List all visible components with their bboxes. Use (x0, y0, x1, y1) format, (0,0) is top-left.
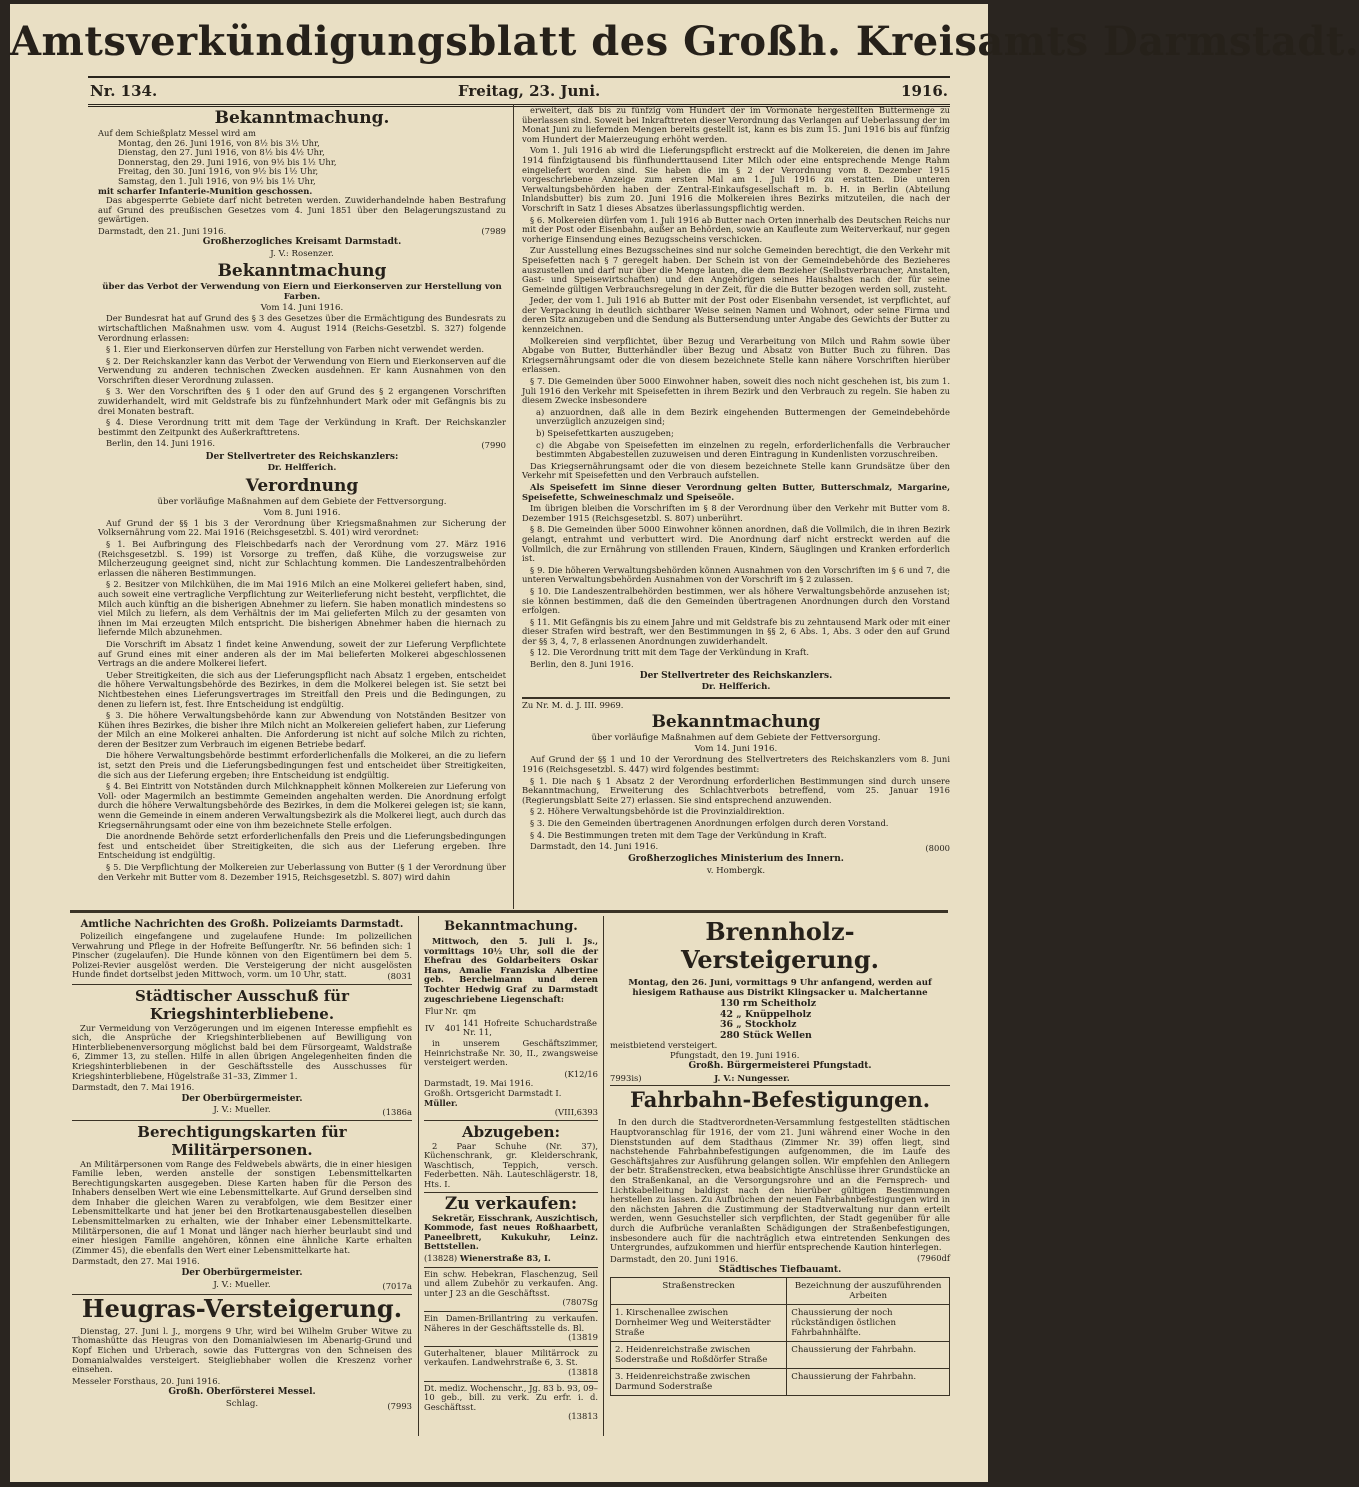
firewood-footer (610, 1074, 950, 1084)
column-divider (513, 104, 514, 909)
ad-number: (13813 (568, 1411, 598, 1422)
notice3-paragraph: § 3. Die höhere Verwaltungsbehörde kann zur Abwendung von Notständen Besitzer von Kühen ihres Bezirkes, die bisher ihre Milch nicht an Molkereien geliefert haben, zur Lieferung der Milch an eine Molkerei anhalten. Die Anforderung ist nicht auf solche Milch zu richten, deren der Besitzer zum Verbrauch im eigenen Betriebe bedarf. (98, 710, 506, 749)
firewood-text: meistbietend versteigert. (610, 1040, 718, 1050)
notice2-heading: Bekanntmachung (217, 261, 387, 282)
road-heading: Fahrbahn-Befestigungen. (610, 1085, 950, 1114)
notice3-paragraph: Ueber Streitigkeiten, die sich aus der Lieferungspflicht nach Absatz 1 ergeben, entscheidet die höhere Verwaltungsbehörde des Bezirkes, in dem die Molkerei belegen ist. Sie setzt bei Nichtbestehen eines Lieferungsvertrages im Streitfall den Preis und die Bedingungen, zu denen zu liefern ist, fest. Ihre Entscheidung ist endgültig. (98, 669, 506, 709)
right-paragraph: § 10. Die Landeszentralbehörden bestimmen, wer als höhere Verwaltungsbehörde anzusehen ist; sie können bestimmen, daß die den Gemeinden übertragenen Anordnungen durch den Vorstand erfolgen. (522, 585, 950, 616)
right-paragraph: Molkereien sind verpflichtet, über Bezug und Verarbeitung von Milch und Rahm sowie über Abgabe von Butter, Butterhändler über Bezug und Absatz von Butter Buch zu führen. Das Kriegsernährungsamt oder die von diesem bezeichnete Stelle kann nähere Vorschriften hierüber erlassen. (522, 335, 950, 375)
newspaper-page (10, 4, 1359, 1482)
firewood-item: 280 Stück Wellen (720, 1029, 812, 1041)
right-paragraph: § 7. Die Gemeinden über 5000 Einwohner haben, soweit dies noch nicht geschehen ist, bis zum 1. Juli 1916 den Verkehr mit Speisefetten in ihrem Bezirk und den Verbrauch zu regeln. Sie haben zu diesem Zwecke insbesondere (522, 376, 950, 406)
notice3-paragraph: Auf Grund der §§ 1 bis 3 der Verordnung über Kriegsmaßnahmen zur Sicherung der Volksernährung vom 22. Mai 1916 (Reichsgesetzbl. S. 401) wird verordnet: (98, 517, 506, 538)
auction-number: (VIII,6393 (554, 1107, 598, 1118)
committee-date: Darmstadt, den 7. Mai 1916. (72, 1082, 195, 1093)
right-paragraph: c) die Abgabe von Speisefetten im einzelnen zu regeln, erforderlichenfalls die Verbraucher bestimmten Abgabestellen zuzuweisen und deren Eintragung in Kundenlisten vorzuschreiben. (536, 439, 950, 460)
notice-heading: Bekanntmachung (651, 712, 821, 733)
right-signature: Der Stellvertreter des Reichskanzlers. (639, 670, 833, 681)
right-paragraph: Das Kriegsernährungsamt oder die von diesem bezeichnete Stelle kann Grundsätze über den Verkehr mit Speisefetten und den Verbrauch aufstellen. (522, 460, 950, 481)
giveaway-text: 2 Paar Schuhe (Nr. 37), Küchenschrank, gr. Kleiderschrank, Waschtisch, Teppich, versch. Federbetten. Näh. Lauteschlägerstr. 18, Hts. I. (424, 1140, 598, 1190)
right-paragraph: § 9. Die höheren Verwaltungsbehörden können Ausnahmen von den Vorschriften im § 6 und 7, die unteren Verwaltungsbehörden Ausnahmen von der Vorschrift im § 2 zulassen. (522, 564, 950, 585)
military-signature: Der Oberbürgermeister. (181, 1268, 303, 1279)
road-date: Darmstadt, den 20. Juni 1916. (610, 1253, 739, 1264)
right-paragraph: Vom 1. Juli 1916 ab wird die Lieferungspflicht erstreckt auf die Molkereien, die denen im Jahre 1914 fünfzigtausend bis fünfhunderttausend Liter Milch oder eine entsprechende Menge Rahm eingeliefert worden sind. Sie haben die im § 2 der Verordnung vom 8. Dezember 1915 vorgeschriebene Anzeige zum ersten Mal am 1. Juli 1916 zu erstatten. Die unteren Verwaltungsbehörden haben der Zentral-Einkaufsgesellschaft m. b. H. in Berlin (Abteilung Inlandsbutter) bis zum 20. Juni 1916 die Molkereien ihres Bezirks mitzuteilen, die nach der Vorschrift in Satz 1 dieses Absatzes überlassungspflichtig werden. (522, 145, 950, 213)
auction-text: in unserem Geschäftszimmer, Heinrichstraße Nr. 30, II., zwangsweise versteigert werden. (424, 1037, 598, 1068)
issue-year: 1916. (901, 82, 948, 100)
classified-ad (424, 1267, 598, 1308)
road-table-cell: Chaussierung der noch rückständigen östlichen Fahrbahnhälfte. (787, 1305, 950, 1342)
notice-paragraph: Darmstadt, den 14. Juni 1916. (530, 841, 659, 852)
notice-paragraph: § 4. Die Bestimmungen treten mit dem Tage der Verkündung in Kraft. (530, 829, 827, 840)
police-text: Polizeilich eingefangene und zugelaufene Hunde: Im polizeilichen Verwahrung und Pflege in der Hofreite Beſſungerſtr. Nr. 56 befinden sich: 1 Pinscher (zugelaufen). Die Hunde können von den Eigentümern bei dem 5. Polizei-Revier ausgelöst werden. Die Versteigerung der nicht ausgelösten Hunde findet dortselbst jeden Mittwoch, vorm. um 10 Uhr, statt. (72, 931, 412, 980)
for-sale-number: (13828) (424, 1253, 458, 1264)
notice1-line: Montag, den 26. Juni 1916, von 8½ bis 3½ Uhr, (118, 137, 320, 148)
parcel-cell: 401 (444, 1022, 461, 1033)
notice1-date: Darmstadt, den 21. Juni 1916. (98, 225, 227, 236)
committee-number: (1386a (382, 1106, 412, 1117)
date-bar (88, 76, 950, 107)
notice2-signer: Dr. Helfferich. (267, 463, 337, 474)
right-signer: Dr. Helfferich. (701, 682, 771, 693)
road-table-cell: 2. Heidenreichstraße zwischen Soderstraße und Roßdörfer Straße (611, 1342, 787, 1369)
parcel-header: Nr. (444, 1006, 458, 1017)
classified-ad (424, 1346, 598, 1378)
committee-signer: J. V.: Mueller. (213, 1105, 271, 1116)
for-sale-heading: Zu verkaufen: (424, 1192, 598, 1213)
road-table (610, 1277, 950, 1396)
notice-signature: Großherzogliches Ministerium des Innern. (628, 854, 844, 865)
left-column (98, 106, 506, 906)
auction-signature: Großh. Ortsgericht Darmstadt I. (424, 1087, 562, 1098)
notice1-line: mit scharfer Infanterie-Munition geschossen. (98, 185, 313, 196)
ad-text: Ein Damen-Brillantring zu verkaufen. Näheres in der Geschäftsstelle ds. Bl. (424, 1313, 598, 1333)
ad-number: (13818 (568, 1366, 598, 1377)
right-column (522, 106, 950, 906)
parcel-header: qm (462, 1006, 477, 1017)
firewood-heading: Brennholz-Versteigerung. (680, 917, 880, 974)
right-paragraph: Als Speisefett im Sinne dieser Verordnung gelten Butter, Butterschmalz, Margarine, Speisefette, Schweineschmalz und Speiseöle. (522, 481, 950, 502)
notice2-date: Vom 14. Juni 1916. (260, 303, 344, 314)
lower-column-2 (424, 916, 598, 1436)
notice-paragraph: Auf Grund der §§ 1 und 10 der Verordnung des Stellvertreters des Reichskanzlers vom 8. Juni 1916 (Reichsgesetzbl. S. 447) wird folgendes bestimmt: (522, 754, 950, 775)
committee-heading: Städtischer Ausschuß für Kriegshinterbliebene. (72, 984, 412, 1023)
issue-date: Freitag, 23. Juni. (458, 82, 601, 100)
firewood-item: 36 „ Stockholz (720, 1019, 797, 1030)
parcel-cell: 141 Hofreite Schuchardstraße Nr. 11, (462, 1017, 597, 1038)
hay-auction-date: Messeler Forsthaus, 20. Juni 1916. (72, 1375, 221, 1386)
military-date: Darmstadt, den 27. Mai 1916. (72, 1256, 200, 1267)
notice-subtitle: über vorläufige Maßnahmen auf dem Gebiete der Fettversorgung. (591, 733, 881, 744)
right-paragraph: a) anzuordnen, daß alle in dem Bezirk eingehenden Buttermengen der Gemeindebehörde unverzüglich anzuzeigen sind; (536, 406, 950, 427)
giveaway-heading: Abzugeben: (424, 1120, 598, 1141)
classified-ad (424, 1381, 598, 1422)
military-signer: J. V.: Mueller. (213, 1279, 271, 1290)
notice3-paragraph: § 5. Die Verpflichtung der Molkereien zur Ueberlassung von Butter (§ 1 der Verordnung über den Verkehr mit Butter vom 8. Dezember 1915, Reichsgesetzbl. S. 807) wird dahin (98, 862, 506, 882)
notice3-subtitle: über vorläufige Maßnahmen auf dem Gebiete der Fettversorgung. (157, 496, 447, 507)
ad-number: (13819 (568, 1332, 598, 1343)
notice1-line: Donnerstag, den 29. Juni 1916, von 9½ bis 1½ Uhr, (118, 156, 337, 167)
notice2-paragraph: § 1. Eier und Eierkonserven dürfen zur Herstellung von Farben nicht verwendet werden. (106, 344, 485, 355)
right-paragraph: Berlin, den 8. Juni 1916. (530, 659, 634, 670)
right-paragraph: b) Speisefettkarten auszugeben; (536, 428, 674, 438)
road-table-cell: Chaussierung der Fahrbahn. (787, 1369, 950, 1396)
road-table-cell: Chaussierung der Fahrbahn. (787, 1342, 950, 1369)
military-text: An Militärpersonen vom Range des Feldwebels abwärts, die in einer hiesigen Familie leben, werden anstelle der sonstigen Lebensmittelkarten Berechtigungskarten ausgegeben. Diese Karten haben für die Person des Inhabers denselben Wert wie eine Lebensmittelkarte. Auf Grund derselben sind dem Inhaber die gleichen Waren zu verabfolgen, wie dem Besitzer einer Lebensmittelkarte und hat jener bei den Brotkartenausgabestellen dieselben Lebensmittelmarken zu erhalten, wie der Inhaber einer Lebensmittelkarte. Militärpersonen, die auf 1 Monat und länger nach hierher beurlaubt sind und einer hiesigen Familie angehören, können eine ähnliche Karte erhalten (Zimmer 45), die ebenfalls den Wert einer Lebensmittelkarte hat. (72, 1158, 412, 1255)
classified-ad (424, 1311, 598, 1343)
notice1-heading: Bekanntmachung. (214, 108, 390, 128)
auction-date: Darmstadt, 19. Mai 1916. (424, 1078, 534, 1089)
road-text: In den durch die Stadtverordneten-Versammlung festgestellten städtischen Hauptvoranschlag für 1916, der vom 21. Juni während einer Woche in den Dienststunden auf dem Stadthaus (Zimmer Nr. 39) offen liegt, sind nachstehende Fahrbahnbefestigungen aufgenommen, die im Laufe des Geschäftsjahres zur Ausführung gelangen sollen. Wir empfehlen den Anliegern der betr. Straßenstrecken, etwa beabsichtigte Anschlüsse ihrer Grundstücke an den Straßenkanal, an die Versorgungsrohre und an die Fernsprech- und Lichtkabelleitung baldigst nach den hierüber gültigen Bestimmungen herstellen zu lassen. Zu Aufbrüchen der neuen Fahrbahnbefestigungen wird in den nächsten Jahren die Zustimmung der Stadtverwaltung nur dann erteilt werden, wenn Gesuchsteller sich verpflichten, der Stadt gegenüber für alle durch die Aufbrüche veranlaßten Schädigungen der Straßenbefestigungen, insbesondere auch für die nachträglich etwa eintretenden Senkungen des Untergrundes, aufzukommen und hierfür entsprechende Kaution hinterlegen. (610, 1117, 950, 1253)
notice2-signature: Der Stellvertreter des Reichskanzlers: (205, 451, 399, 462)
notice1-line: Samstag, den 1. Juli 1916, von 9½ bis 1½ Uhr, (118, 175, 316, 186)
road-signature: Städtisches Tiefbauamt. (718, 1264, 842, 1275)
notice3-paragraph: § 2. Besitzer von Milchkühen, die im Mai 1916 Milch an eine Molkerei geliefert haben, sind, auch soweit eine vertragliche Verpflichtung zur Weiterlieferung nicht besteht, verpflichtet, die Milch auch künftig an die bisherigen Abnehmer zu liefern. Sie haben monatlich mindestens so viel Milch zu liefern, als dem Verhältnis der im Mai gelieferten Milch zu der gesamten von ihnen im Mai erzeugten Milch entspricht. Die bisherigen Abnehmer haben die hiernach zu liefernde Milch abzunehmen. (98, 579, 506, 638)
road-table-header: Bezeichnung der auszuführenden Arbeiten (787, 1278, 950, 1305)
notice3-paragraph: Die höhere Verwaltungsbehörde bestimmt erforderlichenfalls die Molkerei, an die zu liefern ist, setzt den Preis und die Lieferungsbedingungen fest und entscheidet über Streitigkeiten, die sich aus der Lieferung ergeben; ihre Entscheidung ist endgültig. (98, 750, 506, 780)
firewood-date: Pfungstadt, den 19. Juni 1916. (670, 1049, 800, 1060)
notice1-number: (7989 (481, 225, 506, 236)
hay-auction-text: Dienstag, 27. Juni l. J., morgens 9 Uhr, wird bei Wilhelm Gruber Witwe zu Thomashütte das Heugras von den Domanialwiesen im Abenarig-Grund und Kopf Eichen und Urberach, sowie das Futtergras von den Schneisen des Domanialwaldes versteigert. Steigliebhaber wollen die Kreszenz vorher einsehen. (72, 1325, 412, 1375)
for-sale-address: Wienerstraße 83, I. (459, 1253, 551, 1264)
masthead-title: Amtsverkündigungsblatt des Großh. Kreisamts Darmstadt. (10, 18, 1359, 65)
right-paragraph: erweitert, daß bis zu fünfzig vom Hundert der im Vormonate hergestellten Buttermenge zu überlassen sind. Soweit bei Inkrafttreten dieser Verordnung das Verlangen auf Ueberlassung der im Monat Juni zu liefernden Mengen bereits gestellt ist, kann es bis zum 15. Juni 1916 bis auf fünfzig vom Hundert der Maierzeugung erhöht werden. (522, 105, 950, 144)
notice1-line: Freitag, den 30. Juni 1916, von 9½ bis 1½ Uhr, (118, 166, 319, 177)
auction-ref: (K12/16 (564, 1068, 598, 1079)
notice1-line: Das abgesperrte Gebiete darf nicht betreten werden. Zuwiderhandelnde haben Bestrafung auf Grund des preußischen Gesetzes vom 4. Juni 1851 über den Belagerungszustand zu gewärtigen. (98, 195, 506, 225)
parcel-cell: IV (425, 1022, 435, 1033)
notice2-paragraph: § 3. Wer den Vorschriften des § 1 oder den auf Grund des § 2 ergangenen Vorschriften zuwiderhandelt, wird mit Geldstrafe bis zu fünfzehnhundert Mark oder mit Gefängnis bis zu drei Monaten bestraft. (98, 386, 506, 416)
notice-ref: Zu Nr. M. d. J. III. 9969. (522, 699, 624, 710)
right-paragraph: § 12. Die Verordnung tritt mit dem Tage der Verkündung in Kraft. (530, 647, 809, 658)
notice-signer: v. Hombergk. (706, 865, 766, 876)
notice3-paragraph: Die anordnende Behörde setzt erforderlichenfalls den Preis und die Lieferungsbedingungen fest und entscheidet über Streitigkeiten, die sich aus der Lieferung ergeben. Ihre Entscheidung ist endgültig. (98, 831, 506, 861)
notice2-subtitle: über das Verbot der Verwendung von Eiern und Eierkonserven zur Herstellung von Farben. (102, 282, 502, 303)
notice3-paragraph: § 1. Bei Aufbringung des Fleischbedarfs nach der Verordnung vom 27. März 1916 (Reichsgesetzbl. S. 199) ist Vorsorge zu treffen, daß Kühe, die vorzugsweise zur Milcherzeugung geeignet sind, nicht zur Schlachtung kommen. Die Landeszentralbehörden erlassen die näheren Bestimmungen. (98, 539, 506, 578)
lower-column-1 (72, 916, 412, 1436)
ad-text: Ein schw. Hebekran, Flaschenzug, Seil und allem Zubehör zu verkaufen. Ang. unter J 23 an die Geschäftsst. (424, 1268, 598, 1298)
firewood-subtitle: Montag, den 26. Juni, vormittags 9 Uhr anfangend, werden auf hiesigem Rathause aus Distrikt Klingsacker u. Malchertanne (628, 978, 932, 998)
notice2-paragraph: Der Bundesrat hat auf Grund des § 3 des Gesetzes über die Ermächtigung des Bundesrats zu wirtschaftlichen Maßnahmen usw. vom 4. August 1914 (Reichs-Gesetzbl. S. 327) folgende Verordnung erlassen: (98, 313, 506, 343)
notice-paragraph: § 1. Die nach § 1 Absatz 2 der Verordnung erforderlichen Bestimmungen sind durch unsere Bekanntmachung, Erweiterung des Schlachtverbots betreffend, vom 25. Januar 1916 (Regierungsblatt Seite 27) erlassen. Sie sind entsprechend anzuwenden. (522, 775, 950, 805)
hay-auction-heading: Heugras-Versteigerung. (72, 1294, 412, 1323)
auction-text: Mittwoch, den 5. Juli l. Js., vormittags 10½ Uhr, soll die der Ehefrau des Goldarbeiters Oskar Hans, Amalie Franziska Albertine geb. Berchelmann und deren Tochter Hedwig Graf zu Darmstadt zugeschriebene Liegenschaft: (424, 936, 598, 1004)
divider (522, 697, 950, 699)
section-divider (70, 910, 948, 913)
police-heading: Amtliche Nachrichten des Großh. Polizeiamts Darmstadt. (80, 919, 404, 930)
notice-number: (8000 (925, 842, 950, 853)
notice2-paragraph: § 2. Der Reichskanzler kann das Verbot der Verwendung von Eiern und Eierkonserven auf die Verwendung zu anderen technischen Zwecken ausdehnen. Er kann Ausnahmen von den Vorschriften dieser Verordnung zulassen. (98, 355, 506, 385)
auction-signer: Müller. (424, 1097, 458, 1108)
firewood-item: 42 „ Knüppelholz (720, 1008, 812, 1020)
notice2-number: (7990 (481, 440, 506, 451)
column-divider (418, 916, 419, 1436)
right-paragraph: § 11. Mit Gefängnis bis zu einem Jahre und mit Geldstrafe bis zu zehntausend Mark oder mit einer dieser Strafen wird bestraft, wer den Bestimmungen in §§ 2, 6 Abs. 1, Abs. 3 oder den auf Grund der §§ 3, 4, 7, 8 erlassenen Anordnungen zuwiderhandelt. (522, 616, 950, 646)
right-paragraph: § 8. Die Gemeinden über 5000 Einwohner können anordnen, daß die Vollmilch, die in ihren Bezirk gelangt, entrahmt und verbuttert wird. Die Anordnung darf nicht erstreckt werden auf die Vollmilch, die zur Ernährung von stillenden Frauen, Kindern, Säuglingen und Kranken erforderlich ist. (522, 524, 950, 564)
for-sale-text: Sekretär, Eisschrank, Auszichtisch, Kommode, fast neues Roßhaarbett, Paneelbrett, Kukukuhr, Leinz. Bettstellen. (424, 1212, 598, 1252)
firewood-signature: Großh. Bürgermeisterei Pfungstadt. (688, 1061, 872, 1072)
firewood-number: 7993is) (610, 1072, 642, 1083)
lower-column-3 (610, 916, 950, 1436)
ad-text: Dt. mediz. Wochenschr., Jg. 83 b. 93, 09–10 geb., bill. zu verk. Zu erfr. i. d. Geschäftsst. (424, 1382, 598, 1412)
hay-auction-number: (7993 (387, 1400, 412, 1411)
notice1-signer: J. V.: Rosenzer. (270, 248, 334, 259)
road-table-cell: 1. Kirschenallee zwischen Dornheimer Weg und Weiterstädter Straße (611, 1305, 787, 1342)
auction-heading: Bekanntmachung. (444, 919, 578, 934)
notice3-paragraph: Die Vorschrift im Absatz 1 findet keine Anwendung, soweit der zur Lieferung Verpflichtete auf Grund eines mit einer anderen als der im Mai belieferten Molkerei abgeschlossenen Vertrags an die andere Molkerei liefert. (98, 638, 506, 669)
ad-number: (7807Sg (562, 1297, 598, 1308)
notice1-signature: Großherzogliches Kreisamt Darmstadt. (202, 237, 402, 248)
notice1-line: Auf dem Schießplatz Messel wird am (98, 128, 256, 138)
notice3-paragraph: § 4. Bei Eintritt von Notständen durch Milchknappheit können Molkereien zur Lieferung von Voll- oder Magermilch an bestimmte Gemeinden angehalten werden. Die Anordnung erfolgt durch die höhere Verwaltungsbehörde des Bezirkes, in dem die Molkerei gelegen ist; sie kann, wenn die Gemeinde in einem anderen Verwaltungsbezirk als die Molkerei liegt, auch durch das Kriegsernährungsamt oder eine von ihm bezeichnete Stelle erfolgen. (98, 781, 506, 830)
right-paragraph: § 6. Molkereien dürfen vom 1. Juli 1916 ab Butter nach Orten innerhalb des Deutschen Reichs nur mit der Post oder Eisenbahn, außer an Behörden, sowie an Kaufleute zum Weiterverkauf, nur gegen vorherige Einsendung eines Bezugsscheins verschicken. (522, 214, 950, 244)
for-sale-line (424, 1254, 598, 1264)
notice-paragraph: § 2. Höhere Verwaltungsbehörde ist die Provinzialdirektion. (530, 806, 785, 817)
column-divider (603, 916, 604, 1436)
notice3-date: Vom 8. Juni 1916. (263, 507, 341, 518)
military-heading: Berechtigungskarten für Militärpersonen. (72, 1120, 412, 1159)
committee-signature: Der Oberbürgermeister. (181, 1093, 303, 1104)
hay-auction-signature: Großh. Oberförsterei Messel. (168, 1387, 316, 1398)
road-table-cell: 3. Heidenreichstraße zwischen Darmund Soderstraße (611, 1369, 787, 1396)
notice3-heading: Verordnung (245, 475, 359, 496)
notice2-paragraph: § 4. Diese Verordnung tritt mit dem Tage der Verkündung in Kraft. Der Reichskanzler bestimmt den Zeitpunkt des Außerkrafttretens. (98, 417, 506, 437)
parcel-header: Flur (425, 1006, 443, 1017)
right-paragraph: Jeder, der vom 1. Juli 1916 ab Butter mit der Post oder Eisenbahn versendet, ist verpflichtet, auf der Verpackung in deutlich sichtbarer Weise seinen Namen und Wohnort, oder seine Firma und deren Sitz anzugeben und die Sendung als Buttersendung unter Angabe des Gewichts der Butter zu kennzeichnen. (522, 295, 950, 335)
right-paragraph: Zur Ausstellung eines Bezugsscheines sind nur solche Gemeinden berechtigt, die den Verkehr mit Speisefetten nach § 7 geregelt haben. Der Schein ist von der Gemeindebehörde des Bezieheres auszustellen und darf nur über die Menge lauten, die dem Bezieher (Selbstverbraucher, Anstalten, Gast- und Speisewirtschaften) und den Angehörigen seines Haushaltes nach der für seine Gemeinde gültigen Verbrauchsregelung in der Zeit, für die die Butter bezogen werden soll, zusteht. (522, 245, 950, 294)
right-paragraph: Im übrigen bleiben die Vorschriften im § 8 der Verordnung über den Verkehr mit Butter vom 8. Dezember 1915 (Reichsgesetzbl. S. 807) unberührt. (522, 503, 950, 523)
parcel-table (424, 1006, 598, 1039)
notice-paragraph: § 3. Die den Gemeinden übertragenen Anordnungen erfolgen durch deren Vorstand. (530, 818, 889, 828)
committee-text: Zur Vermeidung von Verzögerungen und im eigenen Interesse empfiehlt es sich, die Ansprüche der Kriegshinterbliebenen auf Bewilligung von Hinterbliebenenversorgung möglichst bald bei dem Fürsorgeamt, Waldstraße 6, Zimmer 13, zu stellen. Hilfe in allen übrigen Angelegenheiten finden die Kriegshinterbliebenen in der Geschäftsstelle des Ausschusses für Kriegshinterbliebene, Hügelstraße 31–33, Zimmer 1. (72, 1022, 412, 1081)
ad-text: Guterhaltener, blauer Militärrock zu verkaufen. Landwehrstraße 6, 3. St. (424, 1347, 598, 1368)
police-number: (8031 (387, 970, 412, 981)
hay-auction-signer: Schlag. (225, 1398, 259, 1409)
notice-date: Vom 14. Juni 1916. (694, 744, 778, 755)
road-number: (7960df (916, 1253, 950, 1264)
notice2-paragraph: Berlin, den 14. Juni 1916. (106, 438, 216, 449)
notice1-line: Dienstag, den 27. Juni 1916, von 8½ bis 4½ Uhr, (118, 147, 325, 158)
military-number: (7017a (382, 1281, 412, 1292)
firewood-item: 130 rm Scheitholz (720, 998, 817, 1009)
firewood-signer: J. V.: Nungesser. (714, 1072, 790, 1083)
road-table-header: Straßenstrecken (611, 1278, 787, 1305)
issue-number: Nr. 134. (90, 82, 158, 100)
